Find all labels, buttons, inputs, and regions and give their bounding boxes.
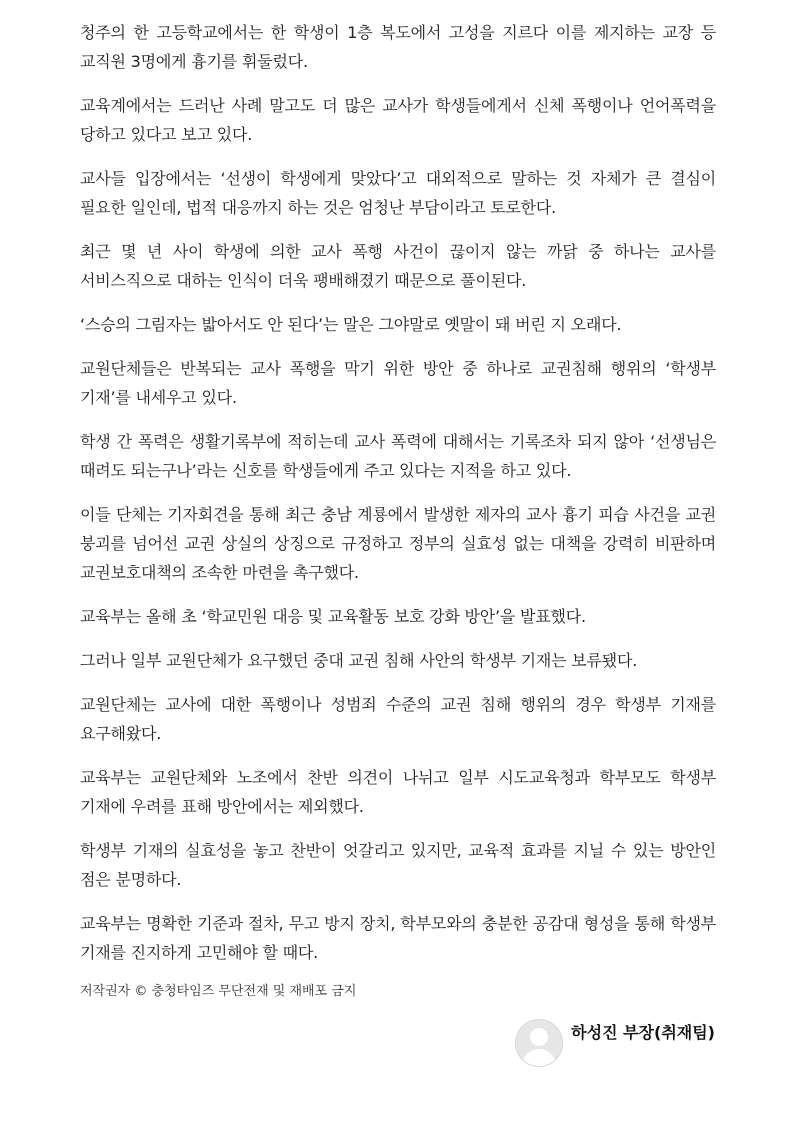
- author-byline[interactable]: [515, 1019, 715, 1067]
- article-paragraph: 학생 간 폭력은 생활기록부에 적히는데 교사 폭력에 대해서는 기록조차 되지 않아 ‘선생님은 때려도 되는구나’라는 신호를 학생들에게 주고 있다는 지적을 하고 있다.: [80, 432, 716, 480]
- article-paragraph: 최근 몇 년 사이 학생에 의한 교사 폭행 사건이 끊이지 않는 까닭 중 하나는 교사를 서비스직으로 대하는 인식이 더욱 팽배해졌기 때문으로 풀이된다.: [80, 242, 716, 290]
- author-name[interactable]: 하성진 부장(취재팀): [571, 1023, 715, 1042]
- article-paragraph: 학생부 기재의 실효성을 놓고 찬반이 엇갈리고 있지만, 교육적 효과를 지닐 수 있는 방안인 점은 분명하다.: [80, 841, 716, 889]
- article-paragraph: 교사들 입장에서는 ‘선생이 학생에게 맞았다’고 대외적으로 말하는 것 자체가 큰 결심이 필요한 일인데, 법적 대응까지 하는 것은 엄청난 부담이라고 토로한다.: [80, 169, 716, 217]
- user-avatar-icon[interactable]: [515, 1019, 563, 1067]
- article-paragraph: 교원단체들은 반복되는 교사 폭행을 막기 위한 방안 중 하나로 교권침해 행위의 ‘학생부 기재’를 내세우고 있다.: [80, 359, 716, 407]
- article-paragraph: 교육부는 교원단체와 노조에서 찬반 의견이 나뉘고 일부 시도교육청과 학부모도 학생부 기재에 우려를 표해 방안에서는 제외했다.: [80, 768, 716, 816]
- article-paragraph: 그러나 일부 교원단체가 요구했던 중대 교권 침해 사안의 학생부 기재는 보류됐다.: [80, 651, 638, 670]
- article-paragraph: 이들 단체는 기자회견을 통해 최근 충남 계룡에서 발생한 제자의 교사 흉기 피습 사건을 교권 붕괴를 넘어선 교권 상실의 상징으로 규정하고 정부의 실효성 없는 대책을 강력히 비판하며 교권보호대책의 조속한 마련을 촉구했다.: [80, 505, 716, 582]
- article-paragraph: 교육계에서는 드러난 사례 말고도 더 많은 교사가 학생들에게서 신체 폭행이나 언어폭력을 당하고 있다고 보고 있다.: [80, 96, 716, 144]
- article-paragraph: ‘스승의 그림자는 밟아서도 안 된다’는 말은 그야말로 옛말이 돼 버린 지 오래다.: [80, 315, 622, 334]
- article-paragraph: 교육부는 올해 초 ‘학교민원 대응 및 교육활동 보호 강화 방안’을 발표했다.: [80, 607, 586, 626]
- article-paragraph: 청주의 한 고등학교에서는 한 학생이 1층 복도에서 고성을 지르다 이를 제지하는 교장 등 교직원 3명에게 흉기를 휘둘렀다.: [80, 23, 716, 71]
- article-paragraph: 교육부는 명확한 기준과 절차, 무고 방지 장치, 학부모와의 충분한 공감대 형성을 통해 학생부 기재를 진지하게 고민해야 할 때다.: [80, 914, 716, 962]
- article-paragraph: 교원단체는 교사에 대한 폭행이나 성범죄 수준의 교권 침해 행위의 경우 학생부 기재를 요구해왔다.: [80, 695, 716, 743]
- article-body: [80, 18, 716, 1002]
- copyright-notice: 저작권자 © 충청타임즈 무단전재 및 재배포 금지: [80, 984, 357, 999]
